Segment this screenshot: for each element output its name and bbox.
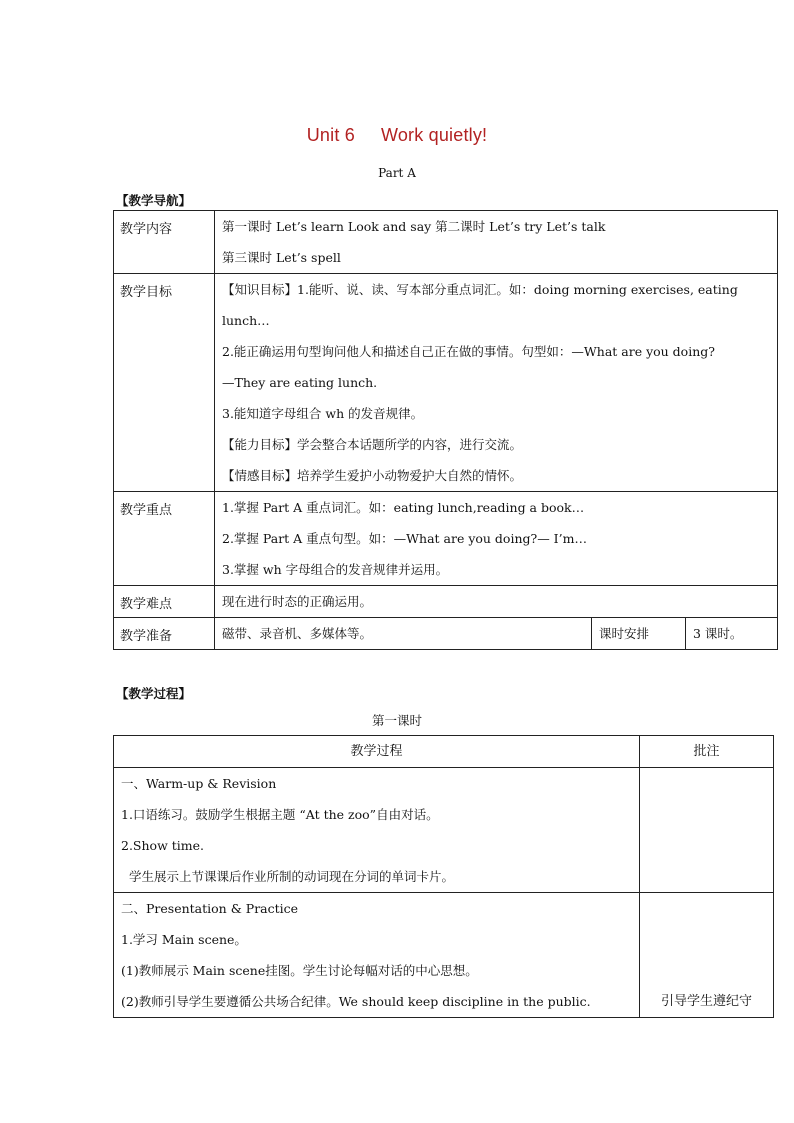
teaching-guide-label: 【教学导航】 — [116, 193, 192, 208]
prep-cell — [215, 618, 592, 650]
note-cell — [640, 768, 774, 893]
content-cell — [215, 211, 778, 274]
hours-value-cell — [686, 618, 778, 650]
table-row — [114, 893, 774, 1018]
table-row — [114, 586, 778, 618]
content-line: 第三课时 Let’s spell — [222, 250, 341, 265]
goals-line: 3.能知道字母组合 wh 的发音规律。 — [222, 406, 424, 421]
row-label-difficulty: 教学难点 — [114, 586, 215, 618]
note-header-cell — [640, 736, 774, 768]
goals-line: lunch… — [222, 313, 270, 328]
prep-text: 磁带、录音机、多媒体等。 — [222, 626, 373, 641]
table-row — [114, 736, 774, 768]
key-points-cell — [215, 492, 778, 586]
goals-line: —They are eating lunch. — [222, 375, 378, 390]
hours-label-cell — [592, 618, 686, 650]
table-row — [114, 211, 778, 274]
process-line: 1.学习 Main scene。 — [121, 932, 247, 947]
note-cell — [640, 893, 774, 1018]
process-section-cell — [114, 893, 640, 1018]
teaching-process-table — [113, 735, 774, 1018]
process-line: 1.口语练习。鼓励学生根据主题 “At the zoo”自由对话。 — [121, 807, 439, 822]
note-text: 引导学生遵纪守 — [660, 994, 752, 1009]
table-row — [114, 768, 774, 893]
process-line: 学生展示上节课课后作业所制的动词现在分词的单词卡片。 — [121, 869, 454, 884]
process-header-cell — [114, 736, 640, 768]
unit-label: Unit 6 — [306, 125, 355, 145]
process-line: (1)教师展示 Main scene挂图。学生讨论每幅对话的中心思想。 — [121, 963, 478, 978]
content-line: 第一课时 Let’s learn Look and say 第二课时 Let’s try Let’s talk — [222, 219, 606, 234]
table-row — [114, 492, 778, 586]
table-row — [114, 618, 778, 650]
document-title — [0, 125, 794, 146]
difficulty-text: 现在进行时态的正确运用。 — [222, 594, 373, 609]
part-subtitle: Part A — [378, 166, 416, 180]
hours-label: 课时安排 — [599, 626, 650, 641]
table-row — [114, 274, 778, 492]
hours-value: 3 课时。 — [693, 626, 743, 641]
lesson-heading: 第一课时 — [371, 713, 422, 728]
process-section-cell — [114, 768, 640, 893]
unit-name: Work quietly! — [380, 125, 488, 145]
difficulty-cell — [215, 586, 778, 618]
goals-cell — [215, 274, 778, 492]
goals-line: 2.能正确运用句型询问他人和描述自己正在做的事情。句型如：—What are you doing? — [222, 344, 715, 359]
row-label-content: 教学内容 — [114, 211, 215, 274]
process-line: (2)教师引导学生要遵循公共场合纪律。We should keep discipline in the public. — [121, 994, 591, 1009]
teaching-process-label: 【教学过程】 — [116, 686, 192, 701]
process-header: 教学过程 — [350, 744, 403, 759]
key-point-line: 1.掌握 Part A 重点词汇。如：eating lunch,reading a book… — [222, 500, 585, 515]
goals-line: 【知识目标】1.能听、说、读、写本部分重点词汇。如：doing morning exercises, eating — [222, 282, 738, 297]
teaching-guide-table — [113, 210, 778, 650]
key-point-line: 3.掌握 wh 字母组合的发音规律并运用。 — [222, 562, 449, 577]
goals-line: 【能力目标】学会整合本话题所学的内容，进行交流。 — [222, 437, 523, 452]
process-line: 2.Show time. — [121, 838, 204, 853]
note-header: 批注 — [693, 744, 720, 759]
key-point-line: 2.掌握 Part A 重点句型。如：—What are you doing?— I’m… — [222, 531, 587, 546]
process-line: 二、Presentation & Practice — [121, 901, 299, 916]
row-label-goals: 教学目标 — [114, 274, 215, 492]
row-label-prep: 教学准备 — [114, 618, 215, 650]
process-line: 一、Warm-up & Revision — [121, 776, 277, 791]
row-label-key-points: 教学重点 — [114, 492, 215, 586]
goals-line: 【情感目标】培养学生爱护小动物爱护大自然的情怀。 — [222, 468, 523, 483]
